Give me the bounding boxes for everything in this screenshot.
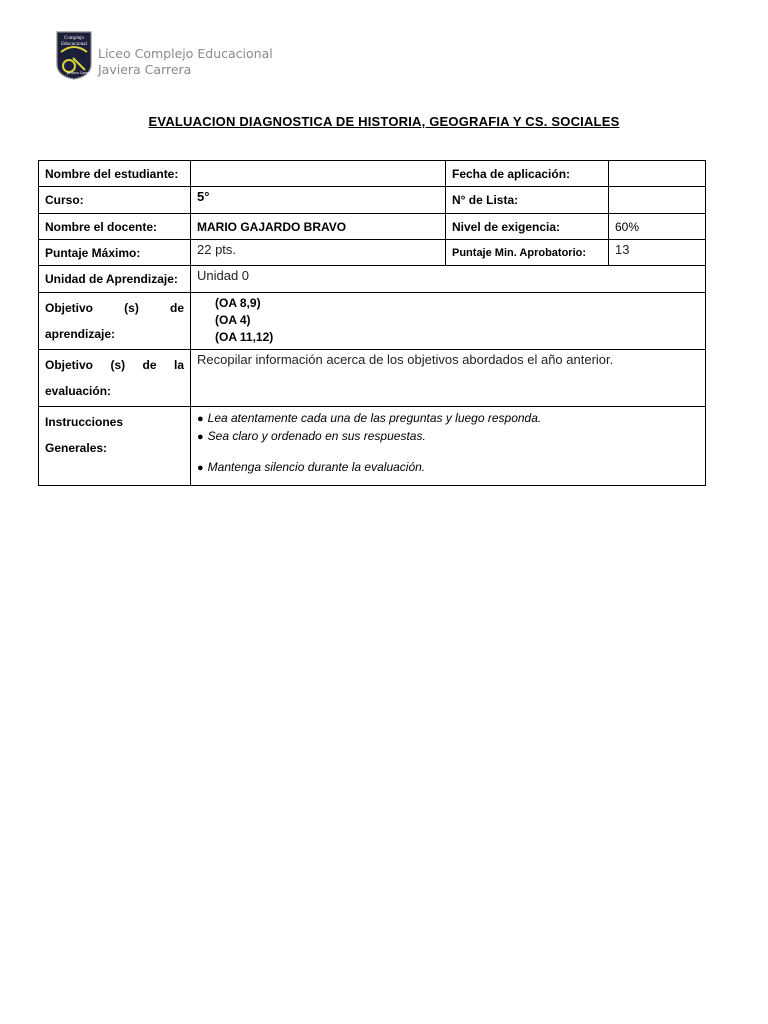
list-number-field[interactable]: [609, 187, 706, 214]
learning-objectives-list: [191, 293, 706, 350]
oa-item: (OA 8,9): [215, 296, 261, 310]
evaluation-objective-label-a: Objetivo (s) de la: [45, 358, 184, 372]
school-name-line2: Javiera Carrera: [98, 62, 192, 77]
table-row: [39, 240, 706, 266]
demand-level-label: Nivel de exigencia:: [446, 214, 609, 240]
svg-text:Javiera Carrera: Javiera Carrera: [66, 71, 93, 75]
svg-text:Educacional: Educacional: [60, 41, 88, 46]
list-number-label: N° de Lista:: [446, 187, 609, 214]
max-score-label: Puntaje Máximo:: [39, 240, 191, 266]
min-score-value: 13: [609, 240, 706, 266]
oa-item: (OA 4): [215, 313, 251, 327]
instruction-item: ● Lea atentamente cada una de las preguntas y luego responda.: [197, 410, 699, 428]
teacher-value: MARIO GAJARDO BRAVO: [191, 214, 446, 240]
teacher-label: Nombre el docente:: [39, 214, 191, 240]
school-name-line1: Liceo Complejo Educacional: [98, 46, 273, 61]
instructions-label: [39, 407, 191, 486]
max-score-value: 22 pts.: [191, 240, 446, 266]
demand-level-value: 60%: [609, 214, 706, 240]
instructions-list: [191, 407, 706, 486]
table-row: [39, 350, 706, 407]
svg-text:Complejo: Complejo: [63, 35, 85, 40]
evaluation-objective-value: Recopilar información acerca de los objetivos abordados el año anterior.: [191, 350, 706, 407]
table-row: [39, 187, 706, 214]
table-row: [39, 407, 706, 486]
school-name: [98, 46, 273, 78]
learning-objective-label-a: Objetivo (s) de: [45, 301, 184, 315]
page-title: EVALUACION DIAGNOSTICA DE HISTORIA, GEOGRAFIA Y CS. SOCIALES: [148, 114, 620, 129]
course-label: Curso:: [39, 187, 191, 214]
learning-objective-label-b: aprendizaje:: [45, 327, 116, 341]
school-logo: [55, 30, 93, 80]
learning-objective-label: [39, 293, 191, 350]
min-score-label: Puntaje Min. Aprobatorio:: [446, 240, 609, 266]
course-value: 5°: [191, 187, 446, 214]
instructions-label-b: Generales:: [45, 441, 108, 455]
evaluation-objective-label-b: evaluación:: [45, 384, 112, 398]
table-row: [39, 293, 706, 350]
table-row: [39, 214, 706, 240]
table-row: [39, 266, 706, 293]
instruction-item: ● Sea claro y ordenado en sus respuestas.: [197, 428, 699, 446]
unit-value: Unidad 0: [191, 266, 706, 293]
student-name-label: Nombre del estudiante:: [39, 161, 191, 187]
instructions-label-a: Instrucciones: [45, 415, 124, 429]
application-date-label: Fecha de aplicación:: [446, 161, 609, 187]
unit-label: Unidad de Aprendizaje:: [39, 266, 191, 293]
student-info-table: [38, 160, 706, 486]
application-date-field[interactable]: [609, 161, 706, 187]
oa-item: (OA 11,12): [215, 330, 274, 344]
student-name-field[interactable]: [191, 161, 446, 187]
evaluation-objective-label: [39, 350, 191, 407]
instruction-item: ● Mantenga silencio durante la evaluación.: [197, 459, 699, 477]
table-row: [39, 161, 706, 187]
